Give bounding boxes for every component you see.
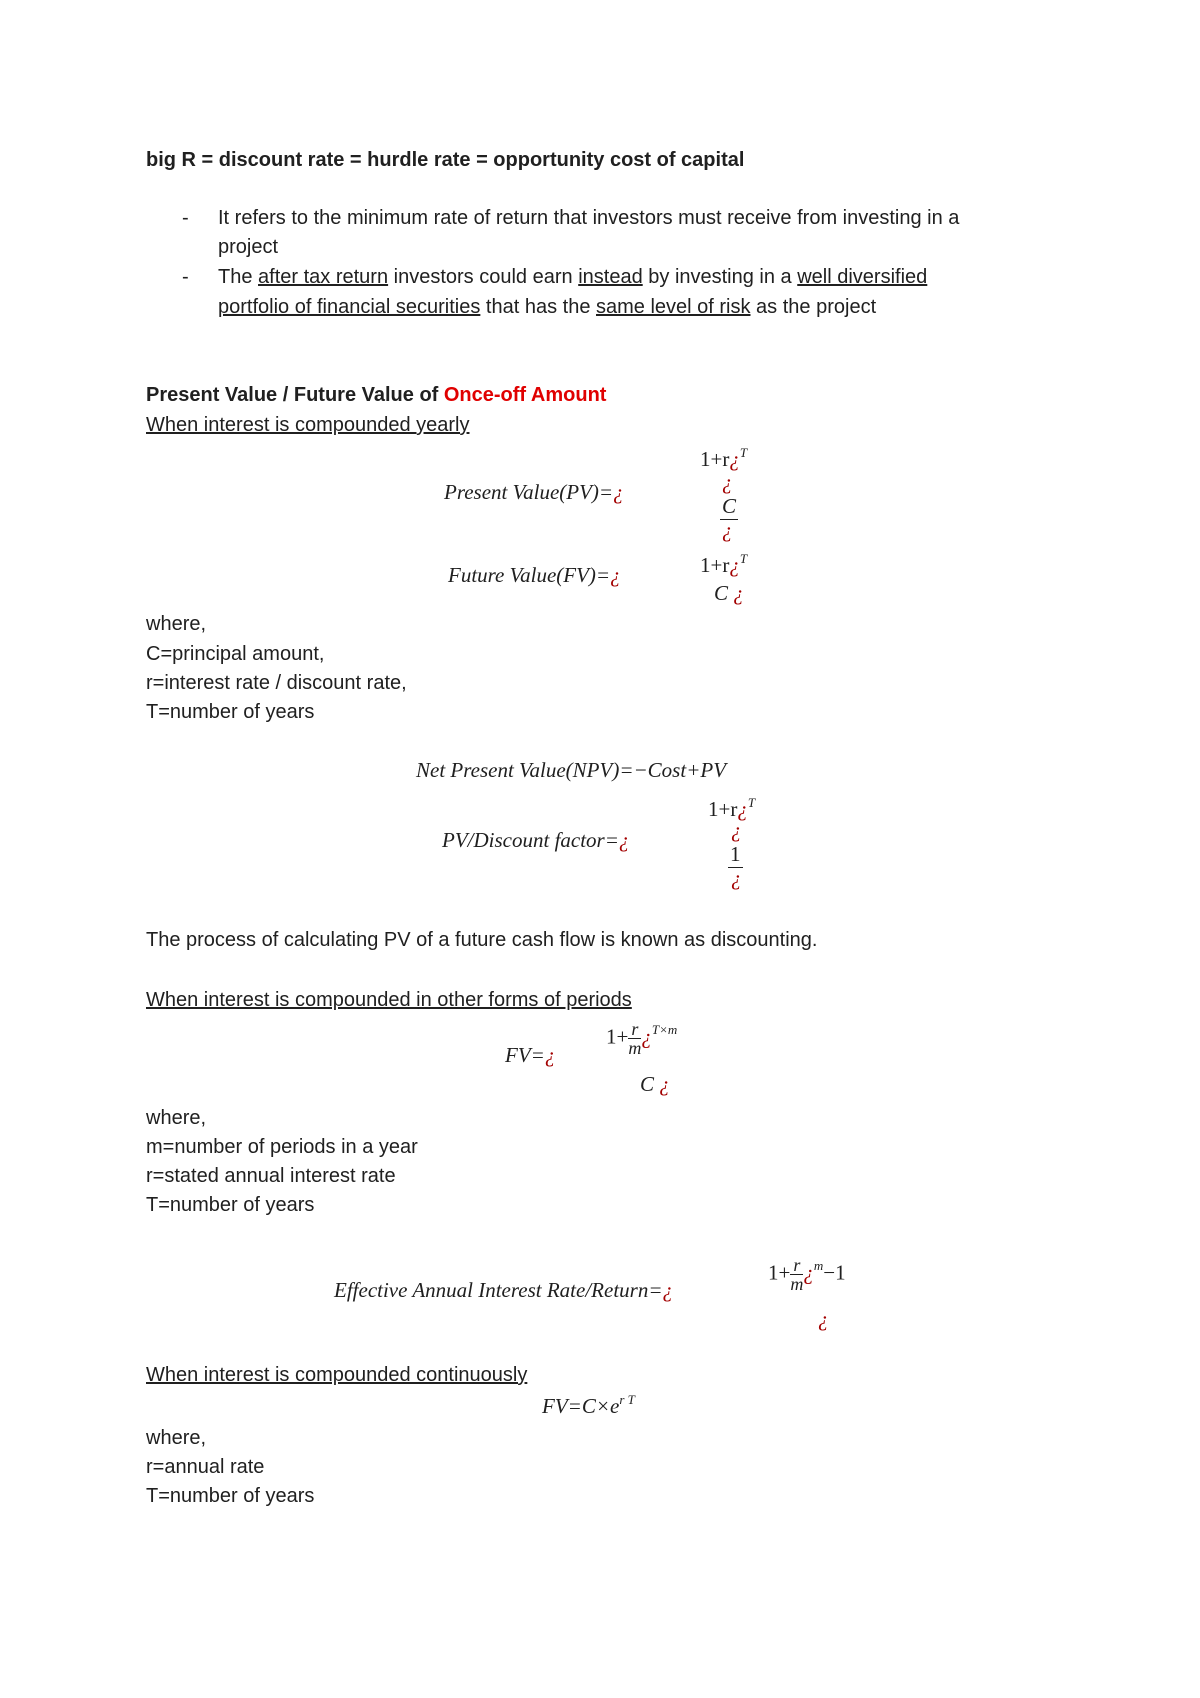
text: that has the bbox=[480, 296, 596, 318]
pv-label-text: Present Value(PV)= bbox=[444, 480, 614, 504]
where-line: T=number of years bbox=[146, 1194, 315, 1216]
underlined-text: portfolio of financial securities bbox=[218, 296, 481, 318]
df-label-text: PV/Discount factor= bbox=[442, 828, 619, 852]
glyph: ¿ bbox=[659, 1072, 670, 1096]
text: as the project bbox=[750, 296, 877, 318]
bullet-1-line-1: It refers to the minimum rate of return that investors must receive from investing in a bbox=[218, 207, 960, 229]
term: −1 bbox=[823, 1260, 846, 1285]
where-line: r=annual rate bbox=[146, 1456, 265, 1478]
bullet-dash: - bbox=[182, 266, 189, 288]
bullet-2-line-1 bbox=[218, 265, 927, 289]
r-over-m bbox=[790, 1256, 803, 1293]
ear-term bbox=[768, 1256, 846, 1293]
heading: big R = discount rate = hurdle rate = opportunity cost of capital bbox=[146, 149, 745, 171]
underlined-text: well diversified bbox=[797, 266, 928, 288]
term: 1+r bbox=[708, 797, 738, 821]
glyph: ¿ bbox=[722, 470, 733, 494]
numerator: r bbox=[628, 1020, 641, 1039]
fvm-principal bbox=[640, 1072, 670, 1097]
glyph: ¿ bbox=[737, 797, 748, 821]
principal: C bbox=[714, 581, 729, 605]
glyph: ¿ bbox=[733, 581, 744, 605]
discount-factor-label bbox=[442, 828, 629, 853]
df-numerator: 1 bbox=[728, 842, 743, 868]
where-line: r=stated annual interest rate bbox=[146, 1165, 396, 1187]
section-title-highlight: Once-off Amount bbox=[443, 384, 607, 406]
principal: C bbox=[640, 1072, 655, 1096]
exponent: T×m bbox=[651, 1022, 678, 1038]
underlined-text: same level of risk bbox=[596, 296, 751, 318]
text: by investing in a bbox=[642, 266, 798, 288]
where-line: where, bbox=[146, 1427, 207, 1449]
continuous-equation bbox=[542, 1394, 635, 1419]
term: 1+r bbox=[700, 553, 730, 577]
where-line: C=principal amount, bbox=[146, 643, 325, 665]
where-line: where, bbox=[146, 613, 207, 635]
fv-principal bbox=[714, 581, 744, 606]
glyph: ¿ bbox=[618, 828, 630, 852]
term: 1+ bbox=[606, 1024, 629, 1049]
npv-equation: Net Present Value(NPV)=−Cost+PV bbox=[416, 758, 727, 782]
glyph: ¿ bbox=[641, 1024, 652, 1049]
glyph: ¿ bbox=[722, 518, 733, 542]
fvm-term bbox=[606, 1020, 677, 1057]
glyph: ¿ bbox=[662, 1278, 673, 1302]
exponent: T bbox=[739, 445, 748, 460]
fvm-label bbox=[505, 1043, 555, 1068]
bullet-2-line-2 bbox=[218, 295, 876, 319]
discounting-text: The process of calculating PV of a future cash flow is known as discounting. bbox=[146, 929, 818, 951]
where-line: where, bbox=[146, 1107, 207, 1129]
exponent: r T bbox=[619, 1392, 635, 1407]
subheading-yearly: When interest is compounded yearly bbox=[146, 414, 470, 436]
glyph: ¿ bbox=[544, 1043, 556, 1067]
where-line: T=number of years bbox=[146, 1485, 315, 1507]
denominator: m bbox=[628, 1038, 642, 1058]
underlined-text: after tax return bbox=[258, 266, 389, 288]
text: The bbox=[218, 266, 259, 288]
text: investors could earn bbox=[388, 266, 579, 288]
equation-text: FV=C×e bbox=[542, 1394, 620, 1418]
glyph: ¿ bbox=[613, 480, 624, 504]
fv-label bbox=[448, 563, 621, 588]
exponent: m bbox=[813, 1258, 824, 1274]
section-title-text: Present Value / Future Value of bbox=[146, 384, 444, 406]
where-line: r=interest rate / discount rate, bbox=[146, 672, 407, 694]
underlined-text: instead bbox=[578, 266, 643, 288]
denominator: m bbox=[790, 1274, 804, 1294]
subheading-other-periods: When interest is compounded in other forms of periods bbox=[146, 989, 632, 1011]
ear-label bbox=[334, 1278, 673, 1303]
glyph: ¿ bbox=[610, 563, 621, 587]
glyph: ¿ bbox=[731, 866, 742, 890]
glyph: ¿ bbox=[803, 1260, 814, 1285]
where-line: m=number of periods in a year bbox=[146, 1136, 418, 1158]
section-title bbox=[146, 383, 606, 407]
where-line: T=number of years bbox=[146, 701, 315, 723]
bullet-dash: - bbox=[182, 207, 189, 229]
r-over-m bbox=[628, 1020, 641, 1057]
exponent: T bbox=[739, 551, 748, 566]
glyph: ¿ bbox=[729, 553, 740, 577]
pv-label bbox=[444, 480, 624, 505]
term: 1+ bbox=[768, 1260, 791, 1285]
glyph: ¿ bbox=[731, 818, 742, 842]
fv-label-text: Future Value(FV)= bbox=[448, 563, 611, 587]
subheading-continuous: When interest is compounded continuously bbox=[146, 1364, 528, 1386]
pv-numerator: C bbox=[720, 494, 738, 520]
bullet-1-line-2: project bbox=[218, 236, 279, 258]
glyph: ¿ bbox=[818, 1307, 829, 1331]
glyph: ¿ bbox=[729, 447, 740, 471]
numerator: r bbox=[790, 1256, 803, 1275]
fv-term bbox=[700, 553, 747, 578]
pv-term bbox=[700, 447, 747, 472]
term: 1+r bbox=[700, 447, 730, 471]
ear-label-text: Effective Annual Interest Rate/Return= bbox=[334, 1278, 663, 1302]
exponent: T bbox=[747, 795, 756, 810]
fvm-label-text: FV= bbox=[505, 1043, 545, 1067]
